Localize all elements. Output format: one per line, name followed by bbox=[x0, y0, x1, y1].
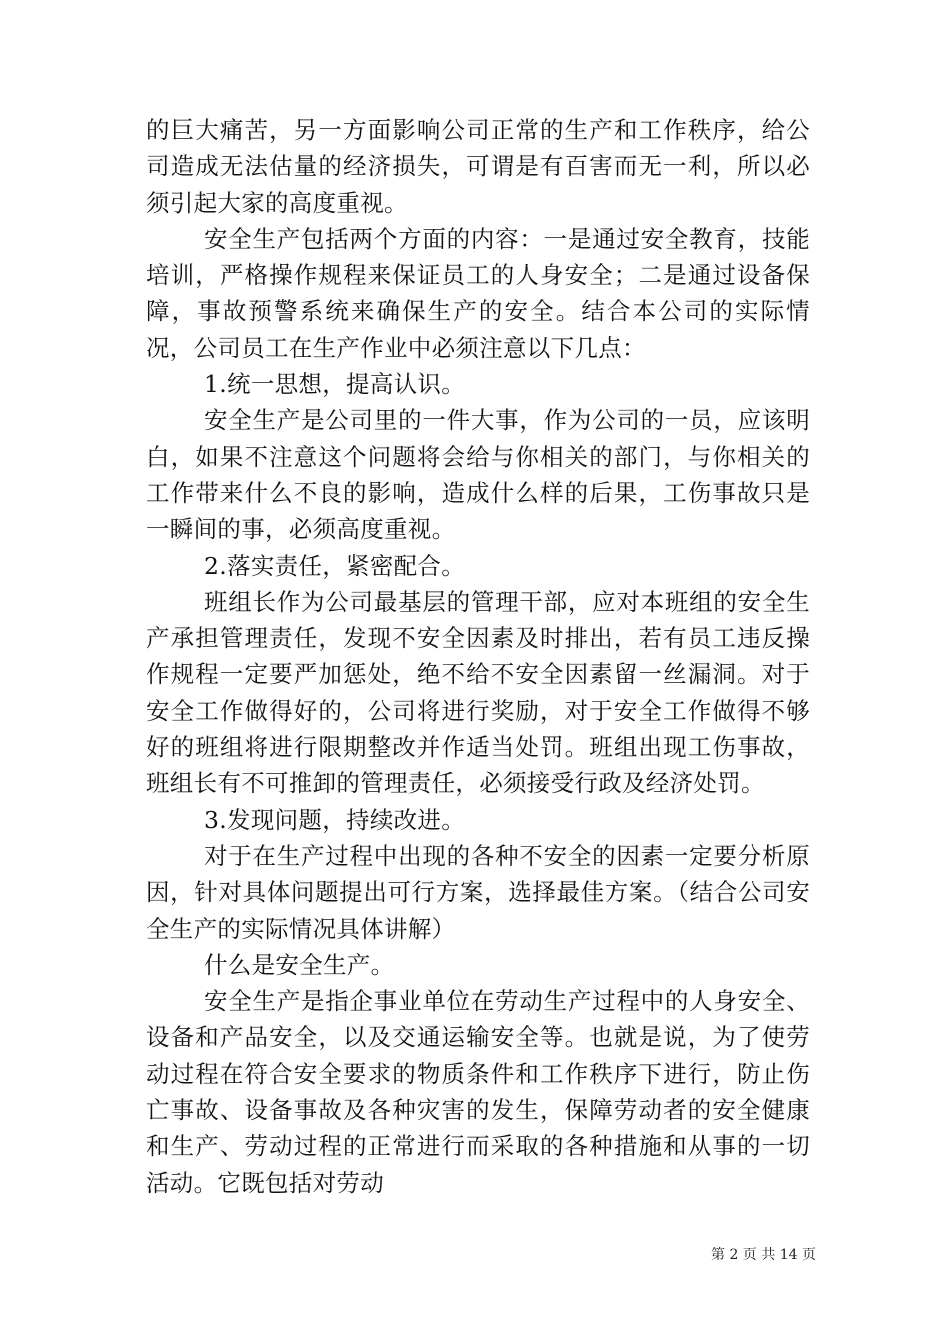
paragraph-point-2: 班组长作为公司最基层的管理干部，应对本班组的安全生产承担管理责任，发现不安全因素及时排出，若有员工违反操作规程一定要严加惩处，绝不给不安全因素留一丝漏洞。对于安全工作做得好的，公司将进行奖励，对于安全工作做得不够好的班组将进行限期整改并作适当处罚。班组出现工伤事故，班组长有不可推卸的管理责任，必须接受行政及经济处罚。 bbox=[146, 587, 810, 798]
heading-point-2: 2.落实责任，紧密配合。 bbox=[204, 551, 466, 580]
heading-point-3: 3.发现问题，持续改进。 bbox=[204, 805, 466, 834]
heading-what-is-safety: 什么是安全生产。 bbox=[204, 950, 395, 979]
paragraph-safety-two-aspects: 安全生产包括两个方面的内容：一是通过安全教育，技能培训，严格操作规程来保证员工的人身安全；二是通过设备保障，事故预警系统来确保生产的安全。结合本公司的实际情况，公司员工在生产作业中必须注意以下几点： bbox=[146, 224, 810, 362]
paragraph-point-1: 安全生产是公司里的一件大事，作为公司的一员，应该明白，如果不注意这个问题将会给与你相关的部门，与你相关的工作带来什么不良的影响，造成什么样的后果，工伤事故只是一瞬间的事，必须高度重视。 bbox=[146, 406, 810, 544]
paragraph-continuation: 的巨大痛苦，另一方面影响公司正常的生产和工作秩序，给公司造成无法估量的经济损失，可谓是有百害而无一利，所以必须引起大家的高度重视。 bbox=[146, 116, 810, 217]
paragraph-safety-definition: 安全生产是指企事业单位在劳动生产过程中的人身安全、设备和产品安全，以及交通运输安全等。也就是说，为了使劳动过程在符合安全要求的物质条件和工作秩序下进行，防止伤亡事故、设备事故及各种灾害的发生，保障劳动者的安全健康和生产、劳动过程的正常进行而采取的各种措施和从事的一切活动。它既包括对劳动 bbox=[146, 987, 810, 1197]
page-number-footer: 第 2 页 共 14 页 bbox=[711, 1247, 816, 1263]
heading-point-1: 1.统一思想，提高认识。 bbox=[204, 370, 466, 399]
paragraph-point-3: 对于在生产过程中出现的各种不安全的因素一定要分析原因，针对具体问题提出可行方案，选择最佳方案。（结合公司安全生产的实际情况具体讲解） bbox=[146, 841, 810, 943]
document-body bbox=[146, 112, 810, 1201]
